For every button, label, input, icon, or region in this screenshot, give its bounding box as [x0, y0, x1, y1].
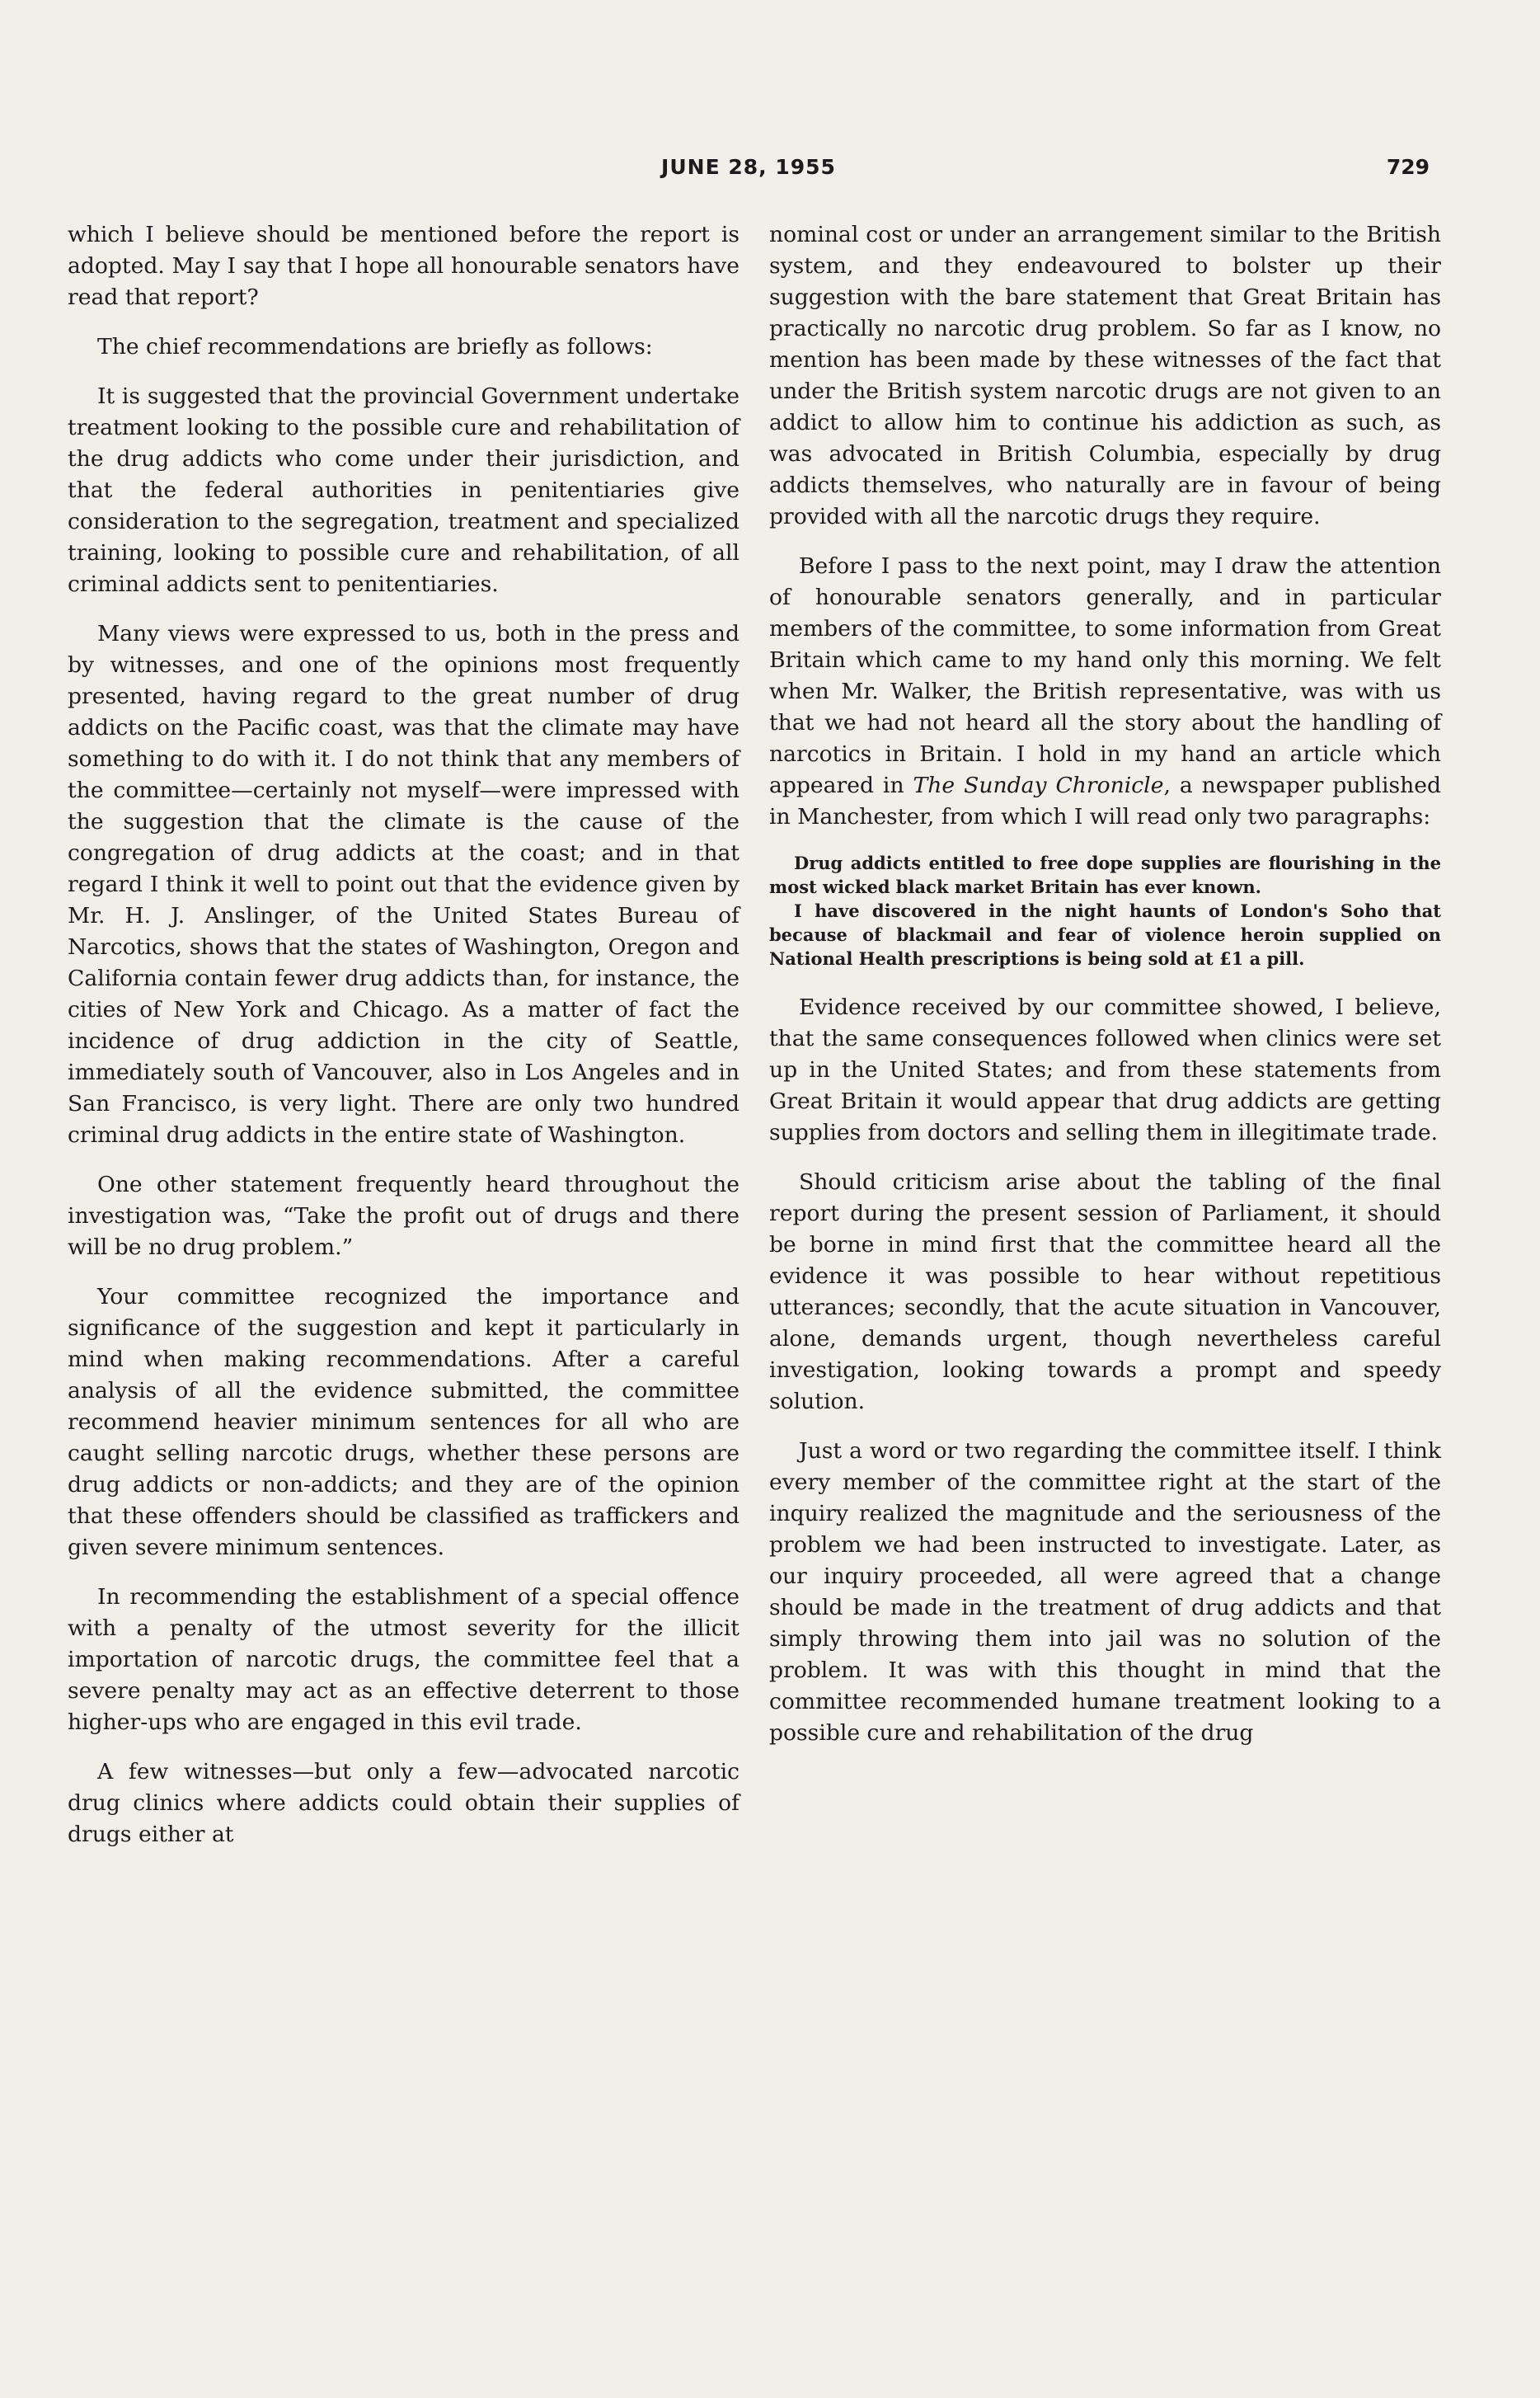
paragraph: which I believe should be mentioned before the report is adopted. May I say that I hope all honourable senators have read that report?: [68, 222, 739, 310]
newspaper-title: The Sunday Chronicle: [913, 773, 1164, 798]
paragraph: [769, 551, 1441, 833]
header-date: JUNE 28, 1955: [661, 155, 836, 179]
paragraph: A few witnesses—but only a few—advocated narcotic drug clinics where addicts could obtain their supplies of drugs either at: [68, 1759, 739, 1847]
paragraph: The chief recommendations are briefly as follows:: [97, 334, 653, 360]
paragraph: One other statement frequently heard throughout the investigation was, “Take the profit out of drugs and there will be no drug problem.”: [68, 1172, 739, 1260]
paragraph: Many views were expressed to us, both in the press and by witnesses, and one of the opinions most frequently presented, having regard to the great number of drug addicts on the Pacific coast, was that the climate may have something to do with it. I do not think that any members of the committee—certainly not myself—were impressed with the suggestion that the climate is the cause of the congregation of drug addicts at the coast; and in that regard I think it well to point out that the evidence given by Mr. H. J. Anslinger, of the United States Bureau of Narcotics, shows that the states of Washington, Oregon and California contain fewer drug addicts than, for instance, the cities of New York and Chicago. As a matter of fact the incidence of drug addiction in the city of Seattle, immediately south of Vancouver, also in Los Angeles and in San Francisco, is very light. There are only two hundred criminal drug addicts in the entire state of Washington.: [68, 621, 739, 1148]
right-column: [769, 219, 1441, 1767]
paragraph-text: , a newspaper published in Manchester, from which I will read only two paragraphs:: [769, 773, 1441, 830]
paragraph-text: Before I pass to the next point, may I draw the attention of honourable senators generally, and in particular members of the committee, to some information from Great Britain which came to my hand only this morning. We felt when Mr. Walker, the British representative, was with us that we had not heard all the story about the handling of narcotics in Britain. I hold in my hand an article which appeared in: [769, 553, 1441, 798]
paragraph: Evidence received by our committee showed, I believe, that the same consequences followed when clinics were set up in the United States; and from these statements from Great Britain it would appear that drug addicts are getting supplies from doctors and selling them in illegitimate trade.: [769, 994, 1441, 1145]
quote-paragraph: I have discovered in the night haunts of London's Soho that because of blackmail and fear of violence heroin supplied on National Health prescriptions is being sold at £1 a pill.: [769, 900, 1441, 969]
left-column: [68, 219, 739, 1869]
paragraph: Your committee recognized the importance and significance of the suggestion and kept it particularly in mind when making recommendations. After a careful analysis of all the evidence submitted, the committee recommend heavier minimum sentences for all who are caught selling narcotic drugs, whether these persons are drug addicts or non-addicts; and they are of the opinion that these offenders should be classified as traffickers and given severe minimum sentences.: [68, 1284, 739, 1560]
paragraph: Just a word or two regarding the committee itself. I think every member of the committee right at the start of the inquiry realized the magnitude and the seriousness of the problem we had been instructed to investigate. Later, as our inquiry proceeded, all were agreed that a change should be made in the treatment of drug addicts and that simply throwing them into jail was no solution of the problem. It was with this thought in mind that the committee recommended humane treatment looking to a possible cure and rehabilitation of the drug: [769, 1438, 1441, 1746]
paragraph: It is suggested that the provincial Government undertake treatment looking to the possible cure and rehabilitation of the drug addicts who come under their jurisdiction, and that the federal authorities in penitentiaries give consideration to the segregation, treatment and specialized training, looking to possible cure and rehabilitation, of all criminal addicts sent to penitentiaries.: [68, 383, 739, 597]
paragraph: Should criticism arise about the tabling of the final report during the present session of Parliament, it should be borne in mind first that the committee heard all the evidence it was possible to hear without repetitious utterances; secondly, that the acute situation in Vancouver, alone, demands urgent, though nevertheless careful investigation, looking towards a prompt and speedy solution.: [769, 1169, 1441, 1414]
page-header: [68, 155, 1430, 195]
page-number: 729: [1386, 155, 1430, 179]
paragraph: In recommending the establishment of a special offence with a penalty of the utmost severity for the illicit importation of narcotic drugs, the committee feel that a severe penalty may act as an effective deterrent to those higher-ups who are engaged in this evil trade.: [68, 1584, 739, 1735]
quote-paragraph: Drug addicts entitled to free dope supplies are flourishing in the most wicked black market Britain has ever known.: [769, 853, 1441, 897]
paragraph: nominal cost or under an arrangement similar to the British system, and they endeavoured to bolster up their suggestion with the bare statement that Great Britain has practically no narcotic drug problem. So far as I know, no mention has been made by these witnesses of the fact that under the British system narcotic drugs are not given to an addict to allow him to continue his addiction as such, as was advocated in British Columbia, especially by drug addicts themselves, who naturally are in favour of being provided with all the narcotic drugs they require.: [769, 222, 1441, 529]
block-quote: [769, 851, 1441, 971]
